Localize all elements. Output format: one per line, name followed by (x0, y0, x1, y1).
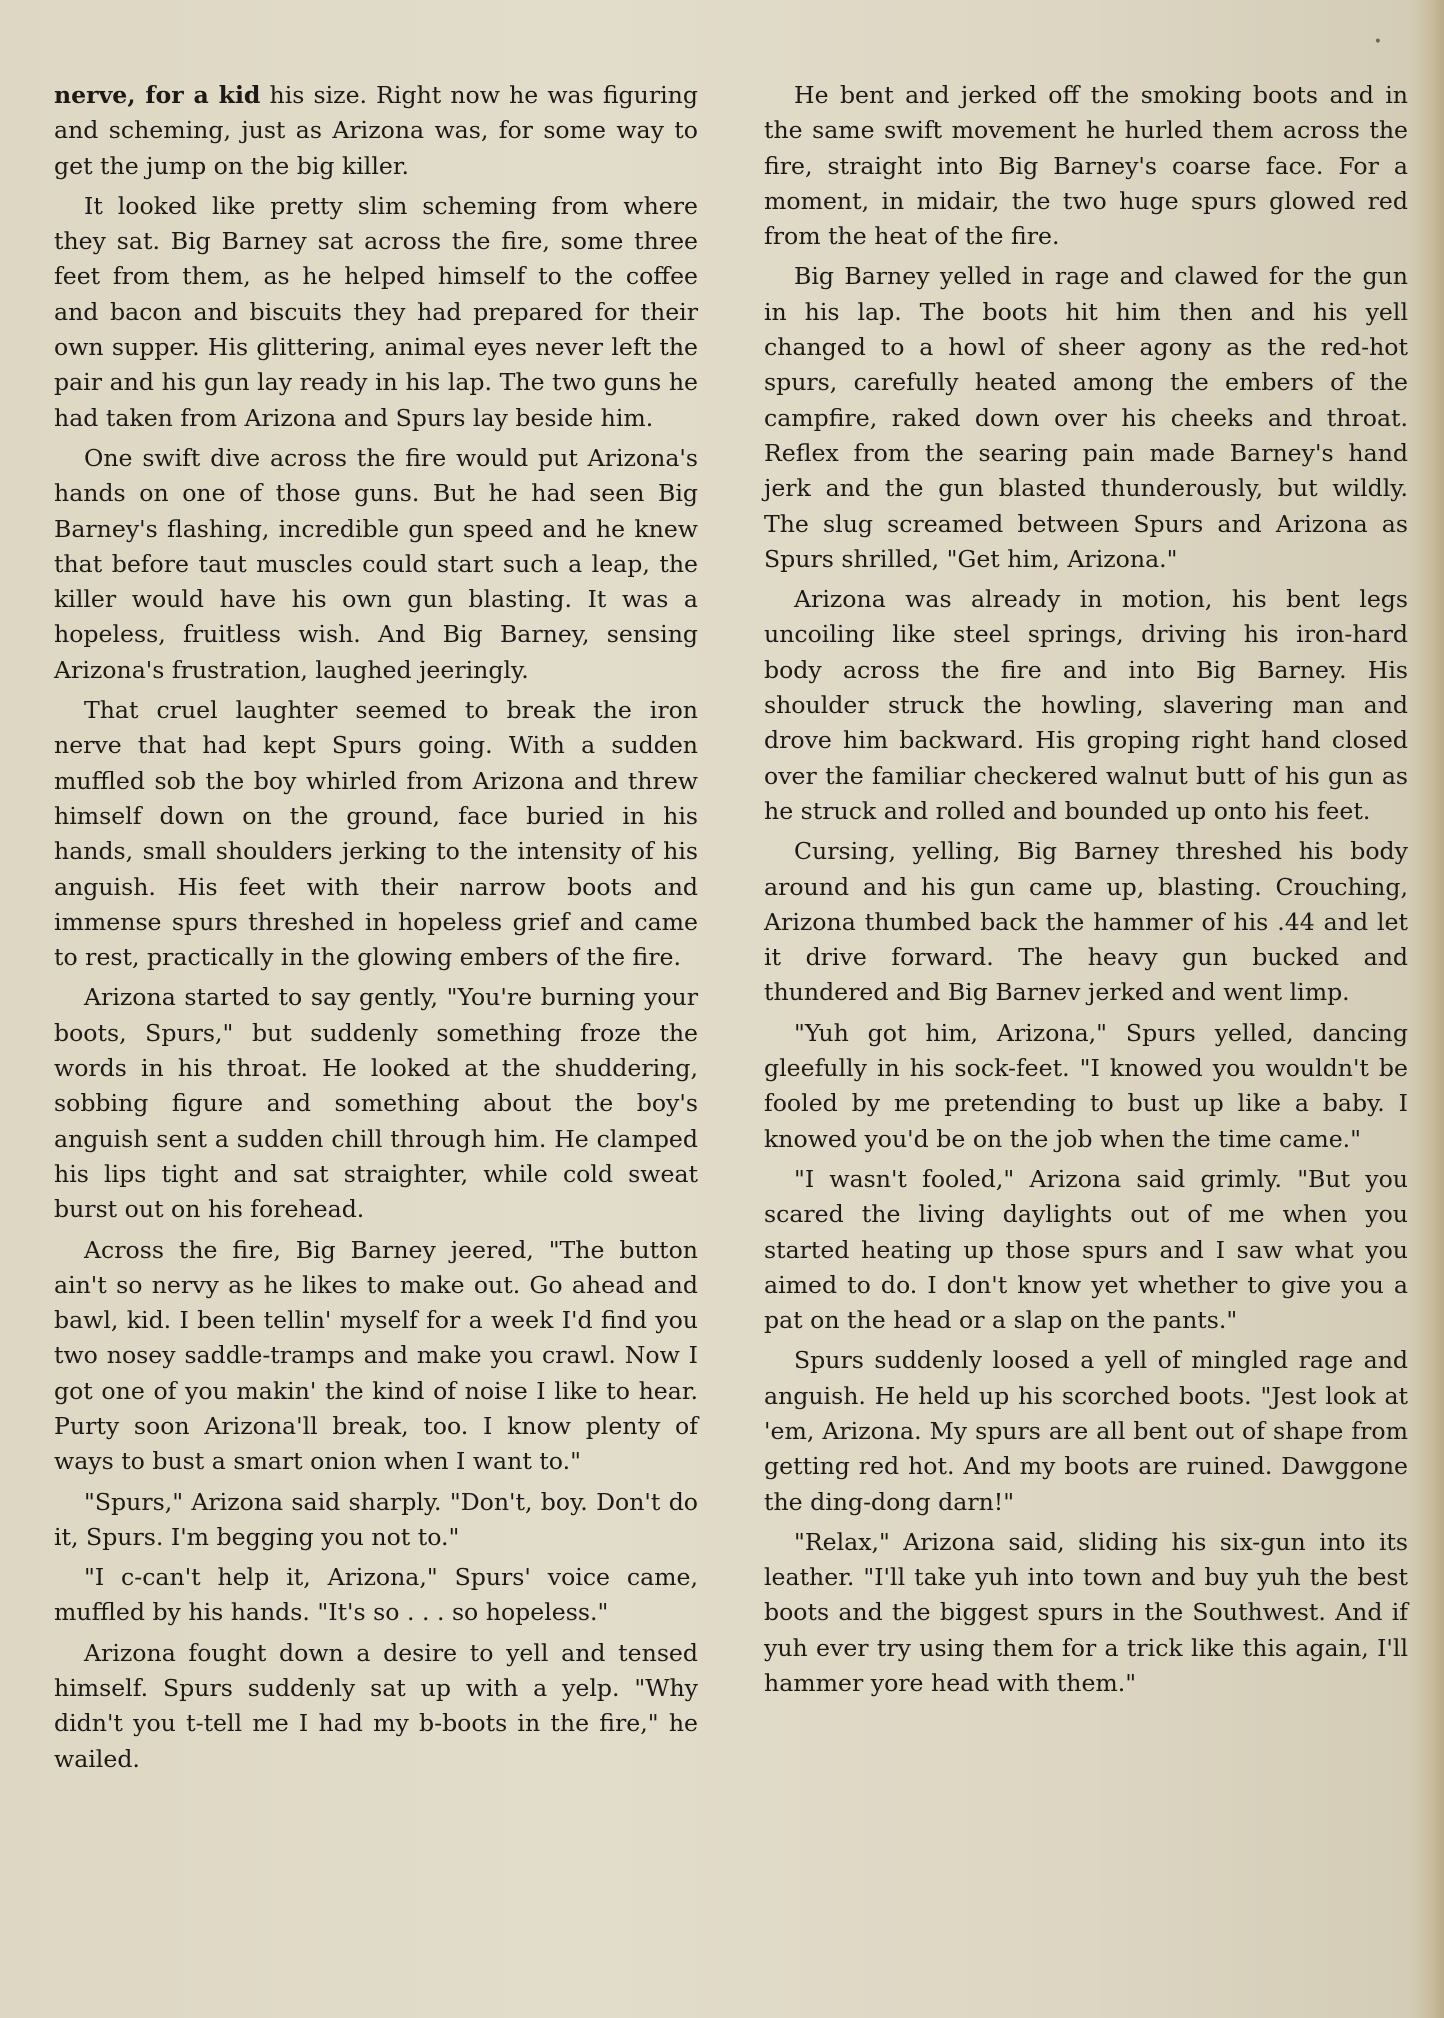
paragraph-lead: nerve, for a kid (54, 81, 261, 109)
paragraph: "Spurs," Arizona said sharply. "Don't, boy. Don't do it, Spurs. I'm begging you not to." (54, 1487, 698, 1551)
paragraph: "I c-can't help it, Arizona," Spurs' voice came, muffled by his hands. "It's so . . . so hopeless." (54, 1563, 698, 1627)
left-column (54, 78, 698, 1988)
page-mark: • (1373, 34, 1382, 50)
paragraph: Arizona was already in motion, his bent legs uncoiling like steel springs, driving his iron-hard body across the fire and into Big Barney. His shoulder struck the howling, slavering man and drove him backward. His groping right hand closed over the familiar checkered walnut butt of his gun as he struck and rolled and bounded up onto his feet. (764, 585, 1408, 825)
paragraph-text: his size. Right now he was figuring and scheming, just as Arizona was, for some way to get the jump on the big killer. (54, 81, 698, 180)
paragraph: Spurs suddenly loosed a yell of mingled rage and anguish. He held up his scorched boots. "Jest look at 'em, Arizona. My spurs are all bent out of shape from getting red hot. And my boots are ruined. Dawggone the ding-dong darn!" (764, 1346, 1408, 1516)
paragraph: Big Barney yelled in rage and clawed for the gun in his lap. The boots hit him then and his yell changed to a howl of sheer agony as the red-hot spurs, carefully heated among the embers of the campfire, raked down over his cheeks and throat. Reflex from the searing pain made Barney's hand jerk and the gun blasted thunderously, but wildly. The slug screamed between Spurs and Arizona as Spurs shrilled, "Get him, Arizona." (764, 262, 1408, 573)
paragraph: Arizona fought down a desire to yell and tensed himself. Spurs suddenly sat up with a yelp. "Why didn't you t-tell me I had my b-boots in the fire," he wailed. (54, 1638, 698, 1773)
right-column (764, 78, 1408, 1988)
paragraph: It looked like pretty slim scheming from where they sat. Big Barney sat across the fire, some three feet from them, as he helped himself to the coffee and bacon and biscuits they had prepared for their own supper. His glittering, animal eyes never left the pair and his gun lay ready in his lap. The two guns he had taken from Arizona and Spurs lay beside him. (54, 191, 698, 432)
paragraph: That cruel laughter seemed to break the iron nerve that had kept Spurs going. With a sudden muffled sob the boy whirled from Arizona and threw himself down on the ground, face buried in his hands, small shoulders jerking to the intensity of his anguish. His feet with their narrow boots and immense spurs threshed in hopeless grief and came to rest, practically in the glowing embers of the fire. (54, 696, 698, 972)
paragraph: "Relax," Arizona said, sliding his six-gun into its leather. "I'll take yuh into town and buy yuh the best boots and the biggest spurs in the Southwest. And if yuh ever try using them for a trick like this again, I'll hammer yore head with them." (764, 1527, 1408, 1698)
paragraph: "Yuh got him, Arizona," Spurs yelled, dancing gleefully in his sock-feet. "I knowed you wouldn't be fooled by me pretending to bust up like a baby. I knowed you'd be on the job when the time came." (764, 1018, 1408, 1153)
paragraph: He bent and jerked off the smoking boots and in the same swift movement he hurled them across the fire, straight into Big Barney's coarse face. For a moment, in midair, the two huge spurs glowed red from the heat of the fire. (764, 81, 1408, 251)
paragraph: Arizona started to say gently, "You're burning your boots, Spurs," but suddenly something froze the words in his throat. He looked at the shuddering, sobbing figure and something about the boy's anguish sent a sudden chill through him. He clamped his lips tight and sat straighter, while cold sweat burst out on his forehead. (54, 983, 698, 1224)
paragraph: "I wasn't fooled," Arizona said grimly. "But you scared the living daylights out of me when you started heating up those spurs and I saw what you aimed to do. I don't know yet whether to give you a pat on the head or a slap on the pants." (764, 1164, 1408, 1335)
paragraph: One swift dive across the fire would put Arizona's hands on one of those guns. But he had seen Big Barney's flashing, incredible gun speed and he knew that before taut muscles could start such a leap, the killer would have his own gun blasting. It was a hopeless, fruitless wish. And Big Barney, sensing Arizona's frustration, laughed jeeringly. (54, 443, 698, 684)
paragraph: Cursing, yelling, Big Barney threshed his body around and his gun came up, blasting. Crouching, Arizona thumbed back the hammer of his .44 and let it drive forward. The heavy gun bucked and thundered and Big Barnev jerked and went limp. (764, 837, 1408, 1007)
page-edge-shadow (1410, 0, 1444, 2018)
paragraph (54, 78, 698, 184)
paragraph: Across the fire, Big Barney jeered, "The button ain't so nervy as he likes to make out. Go ahead and bawl, kid. I been tellin' myself for a week I'd find you two nosey saddle-tramps and make you crawl. Now I got one of you makin' the kind of noise I like to hear. Purty soon Arizona'll break, too. I know plenty of ways to bust a smart onion when I want to." (54, 1235, 698, 1476)
